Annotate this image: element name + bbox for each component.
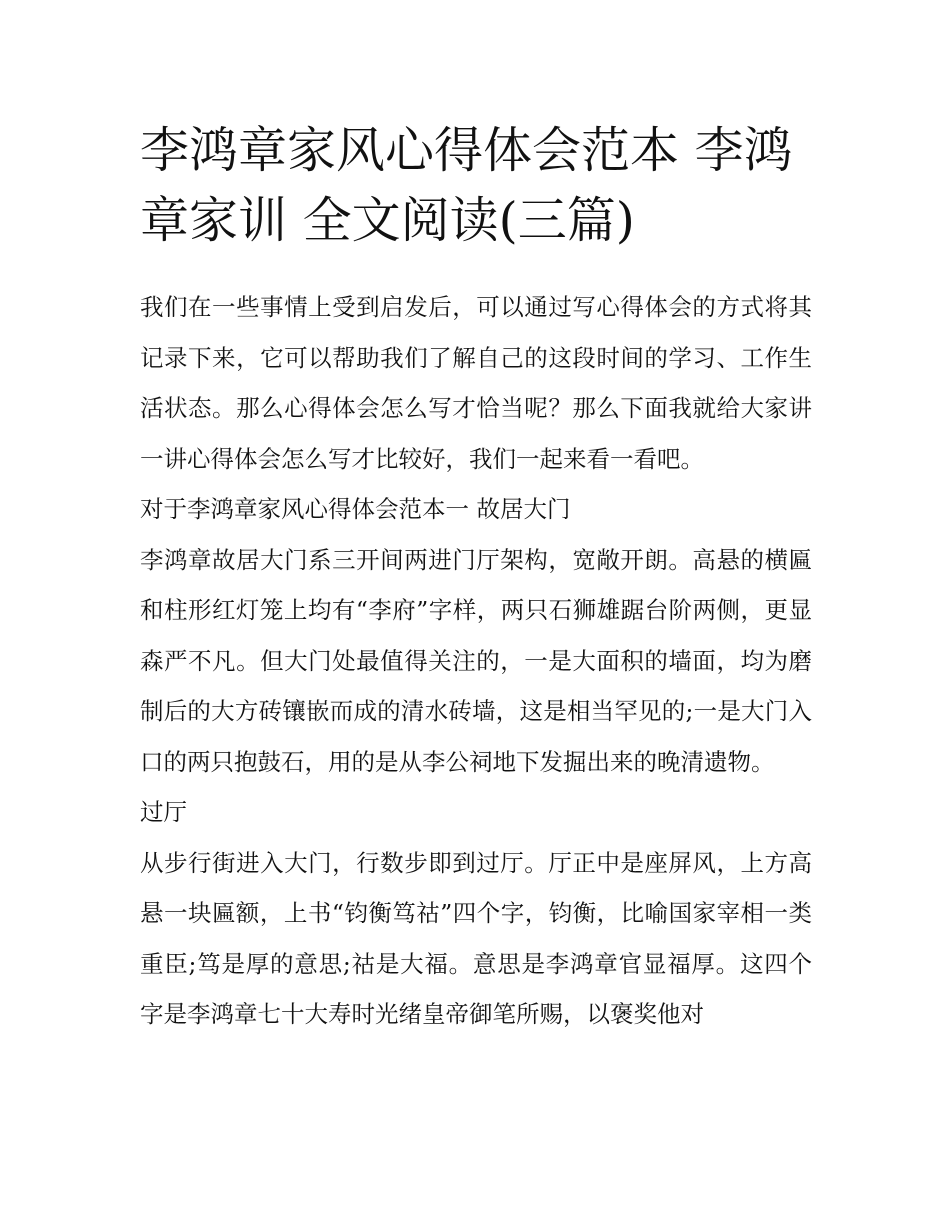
section2-heading: 过厅 <box>140 798 187 826</box>
intro-paragraph: 我们在一些事情上受到启发后，可以通过写心得体会的方式将其记录下来，它可以帮助我们了解自己的这段时间的学习、工作生活状态。那么心得体会怎么写才恰当呢？那么下面我就给大家讲一讲心得体会怎么写才比较好，我们一起来看一看吧。 <box>140 293 812 473</box>
document-content <box>140 116 812 1040</box>
section1-heading: 对于李鸿章家风心得体会范本一 故居大门 <box>140 495 571 523</box>
section2-paragraph: 从步行街进入大门，行数步即到过厅。厅正中是座屏风，上方高悬一块匾额，上书“钧衡笃祜”四个字，钧衡，比喻国家宰相一类重臣;笃是厚的意思;祜是大福。意思是李鸿章官显福厚。这四个字是李鸿章七十大寿时光绪皇帝御笔所赐，以褒奖他对 <box>140 848 812 1028</box>
document-title: 李鸿章家风心得体会范本 李鸿章家训 全文阅读(三篇) <box>140 122 793 249</box>
section1-paragraph: 李鸿章故居大门系三开间两进门厅架构，宽敞开朗。高悬的横匾和柱形红灯笼上均有“李府”字样，两只石狮雄踞台阶两侧，更显森严不凡。但大门处最值得关注的，一是大面积的墙面，均为磨制后的大方砖镶嵌而成的清水砖墙，这是相当罕见的;一是大门入口的两只抱鼓石，用的是从李公祠地下发掘出来的晚清遗物。 <box>140 545 812 776</box>
